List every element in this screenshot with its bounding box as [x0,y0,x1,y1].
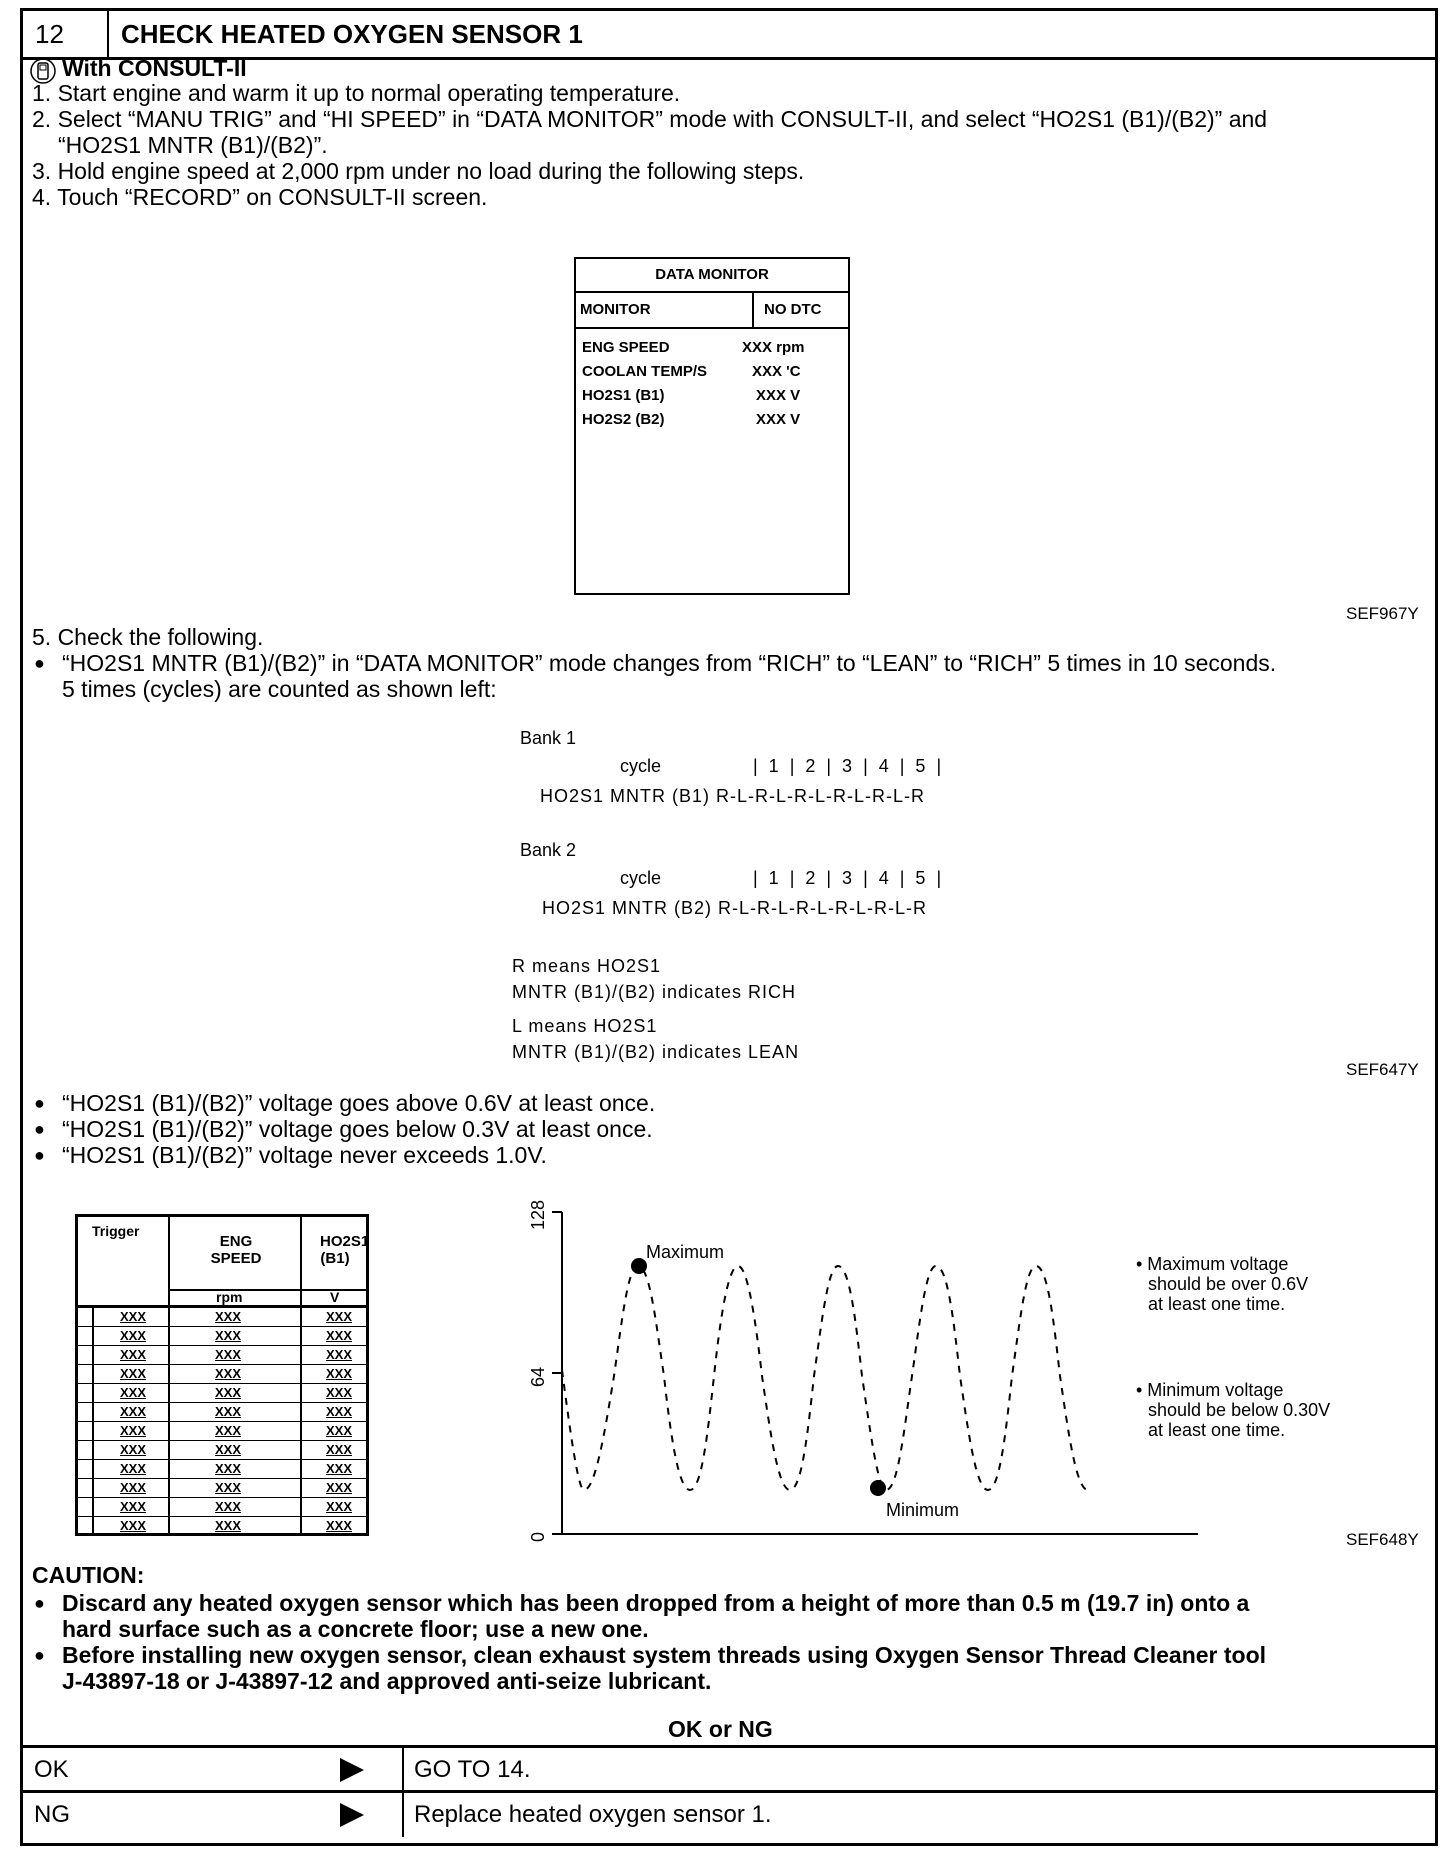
caution-2-line1: Before installing new oxygen sensor, clean exhaust system threads using Oxygen Sensor Thread Cleaner tool [62,1642,1267,1668]
consult-step-3: 3. Hold engine speed at 2,000 rpm under no load during the following steps. [32,158,805,184]
volt-unit: V [330,1289,340,1305]
table-cell: XXX [119,1499,146,1514]
column-divider [402,1748,404,1792]
monitor-item-value: XXX 'C [752,363,801,380]
table-row [78,1308,366,1327]
table-cell: XXX [214,1480,241,1495]
table-cell: XXX [119,1347,146,1362]
monitor-item-label: HO2S1 (B1) [582,387,665,404]
voltage-bullet-1: “HO2S1 (B1)/(B2)” voltage goes above 0.6V at least once. [62,1090,656,1116]
table-row [78,1346,366,1365]
table-cell: XXX [325,1480,352,1495]
ok-row [20,1745,1438,1792]
bullet-dot: ● [34,1119,45,1139]
table-cell: XXX [214,1518,241,1533]
note-line: at least one time. [1148,1294,1286,1314]
table-row [78,1327,366,1346]
figure-code: SEF647Y [1346,1060,1419,1079]
y-tick-64: 64 [528,1366,548,1387]
data-monitor-header-row [576,293,848,329]
maximum-label: Maximum [646,1242,725,1262]
ng-row [20,1790,1438,1837]
table-cell: XXX [119,1404,146,1419]
cycle-numbers: | 1 | 2 | 3 | 4 | 5 | [753,756,945,776]
monitor-item-label: COOLAN TEMP/S [582,363,708,380]
caution-1-line2: hard surface such as a concrete floor; use a new one. [62,1616,649,1642]
consult-step-2-cont: “HO2S1 MNTR (B1)/(B2)”. [58,132,328,158]
trigger-column-header: Trigger [92,1223,140,1239]
step-title: CHECK HEATED OXYGEN SENSOR 1 [121,19,583,49]
table-cell: XXX [119,1328,146,1343]
data-monitor-screen [574,257,850,595]
procedure-header [23,11,1435,60]
step-5-bullet-line2: 5 times (cycles) are counted as shown left: [62,676,497,702]
table-cell: XXX [325,1518,352,1533]
table-cell: XXX [325,1366,352,1381]
table-cell: XXX [214,1499,241,1514]
table-cell: XXX [214,1347,241,1362]
table-cell: XXX [119,1442,146,1457]
note-line: • Minimum voltage [1136,1380,1284,1400]
r-means-line2: MNTR (B1)/(B2) indicates RICH [512,982,797,1002]
table-cell: XXX [325,1461,352,1476]
bank-1-sequence: HO2S1 MNTR (B1) R-L-R-L-R-L-R-L-R-L-R [540,786,926,806]
table-cell: XXX [325,1499,352,1514]
bullet-dot: ● [34,1145,45,1165]
arrow-right-icon [340,1803,364,1827]
note-line: at least one time. [1148,1420,1286,1440]
note-line: should be below 0.30V [1148,1400,1331,1420]
table-cell: XXX [325,1328,352,1343]
min-voltage-note [1136,1380,1330,1440]
table-cell: XXX [214,1385,241,1400]
ok-action: GO TO 14. [414,1756,531,1783]
table-cell: XXX [214,1328,241,1343]
step-number: 12 [23,11,109,57]
minimum-point [870,1480,886,1496]
monitor-item-value: XXX V [756,387,801,404]
table-cell: XXX [119,1423,146,1438]
maximum-point [631,1258,647,1274]
table-cell: XXX [119,1480,146,1495]
table-cell: XXX [325,1423,352,1438]
arrow-right-icon [340,1758,364,1782]
bank-2-label: Bank 2 [520,840,577,860]
table-cell: XXX [119,1385,146,1400]
consult-step-2: 2. Select “MANU TRIG” and “HI SPEED” in “DATA MONITOR” mode with CONSULT-II, and select “HO2S1 (B1)/(B2)” and [32,106,1268,132]
minimum-label: Minimum [886,1500,960,1520]
data-monitor-title: DATA MONITOR [576,259,848,293]
result-table [20,1745,1438,1846]
table-row [78,1498,366,1517]
ho2s1-column-header: HO2S1 (B1) [320,1233,370,1267]
table-cell: XXX [119,1309,146,1324]
bank-1-label: Bank 1 [520,728,577,748]
table-row [78,1365,366,1384]
table-cell: XXX [119,1518,146,1533]
caution-title: CAUTION: [32,1562,145,1588]
voltage-bullet-2: “HO2S1 (B1)/(B2)” voltage goes below 0.3V at least once. [62,1116,653,1142]
table-cell: XXX [214,1423,241,1438]
bullet-dot: ● [34,653,45,673]
cycle-label: cycle [620,868,662,888]
l-means-line2: MNTR (B1)/(B2) indicates LEAN [512,1042,800,1062]
table-cell: XXX [214,1461,241,1476]
y-tick-128: 128 [528,1199,548,1230]
table-row [78,1403,366,1422]
table-row [78,1479,366,1498]
note-line: should be over 0.6V [1148,1274,1309,1294]
consult-step-4: 4. Touch “RECORD” on CONSULT-II screen. [32,184,488,210]
monitor-column-label: MONITOR [580,301,651,318]
ok-ng-heading: OK or NG [668,1716,773,1742]
table-cell: XXX [325,1347,352,1362]
caution-1-line1: Discard any heated oxygen sensor which has been dropped from a height of more than 0.5 m (19.7 in) onto a [62,1590,1250,1616]
table-cell: XXX [325,1442,352,1457]
monitor-item-value: XXX rpm [742,339,805,356]
step-5-bullet-line1: “HO2S1 MNTR (B1)/(B2)” in “DATA MONITOR” mode changes from “RICH” to “LEAN” to “RICH” 5 times in 10 seconds. [62,650,1277,676]
column-divider [402,1793,404,1837]
monitor-item-label: ENG SPEED [582,339,670,356]
table-cell: XXX [325,1385,352,1400]
rpm-unit: rpm [216,1289,243,1305]
consult-step-1: 1. Start engine and warm it up to normal operating temperature. [32,80,681,106]
max-voltage-note [1136,1254,1308,1314]
ok-label: OK [34,1756,69,1783]
figure-code: SEF648Y [1346,1530,1419,1549]
cycle-label: cycle [620,756,662,776]
step-5-title: 5. Check the following. [32,624,264,650]
eng-speed-column-header: ENG SPEED [210,1233,262,1267]
bullet-dot: ● [34,1593,45,1613]
table-cell: XXX [214,1366,241,1381]
table-cell: XXX [325,1404,352,1419]
ng-action: Replace heated oxygen sensor 1. [414,1801,772,1828]
bullet-dot: ● [34,1645,45,1665]
y-tick-0: 0 [528,1531,548,1542]
l-means-line1: L means HO2S1 [512,1016,658,1036]
table-cell: XXX [119,1461,146,1476]
consult-heading: With CONSULT-II [62,55,247,81]
voltage-waveform-chart [500,1190,1200,1550]
note-line: • Maximum voltage [1136,1254,1289,1274]
r-means-line1: R means HO2S1 [512,956,662,976]
caution-2-line2: J-43897-18 or J-43897-12 and approved anti-seize lubricant. [62,1668,712,1694]
figure-code: SEF967Y [1346,604,1419,623]
no-dtc-label: NO DTC [764,301,822,318]
table-row [78,1384,366,1403]
bank-2-sequence: HO2S1 MNTR (B2) R-L-R-L-R-L-R-L-R-L-R [542,898,928,918]
cycle-numbers: | 1 | 2 | 3 | 4 | 5 | [753,868,945,888]
table-cell: XXX [325,1309,352,1324]
table-row [78,1517,366,1536]
monitor-item-value: XXX V [756,411,801,428]
voltage-bullet-3: “HO2S1 (B1)/(B2)” voltage never exceeds 1.0V. [62,1142,547,1168]
monitor-item-label: HO2S2 (B2) [582,411,665,428]
ng-label: NG [34,1801,70,1828]
trigger-table [75,1214,369,1536]
table-row [78,1422,366,1441]
table-cell: XXX [214,1309,241,1324]
column-divider [752,293,754,327]
table-cell: XXX [214,1442,241,1457]
table-cell: XXX [214,1404,241,1419]
table-cell: XXX [119,1366,146,1381]
table-row [78,1441,366,1460]
table-row [78,1460,366,1479]
bullet-dot: ● [34,1093,45,1113]
